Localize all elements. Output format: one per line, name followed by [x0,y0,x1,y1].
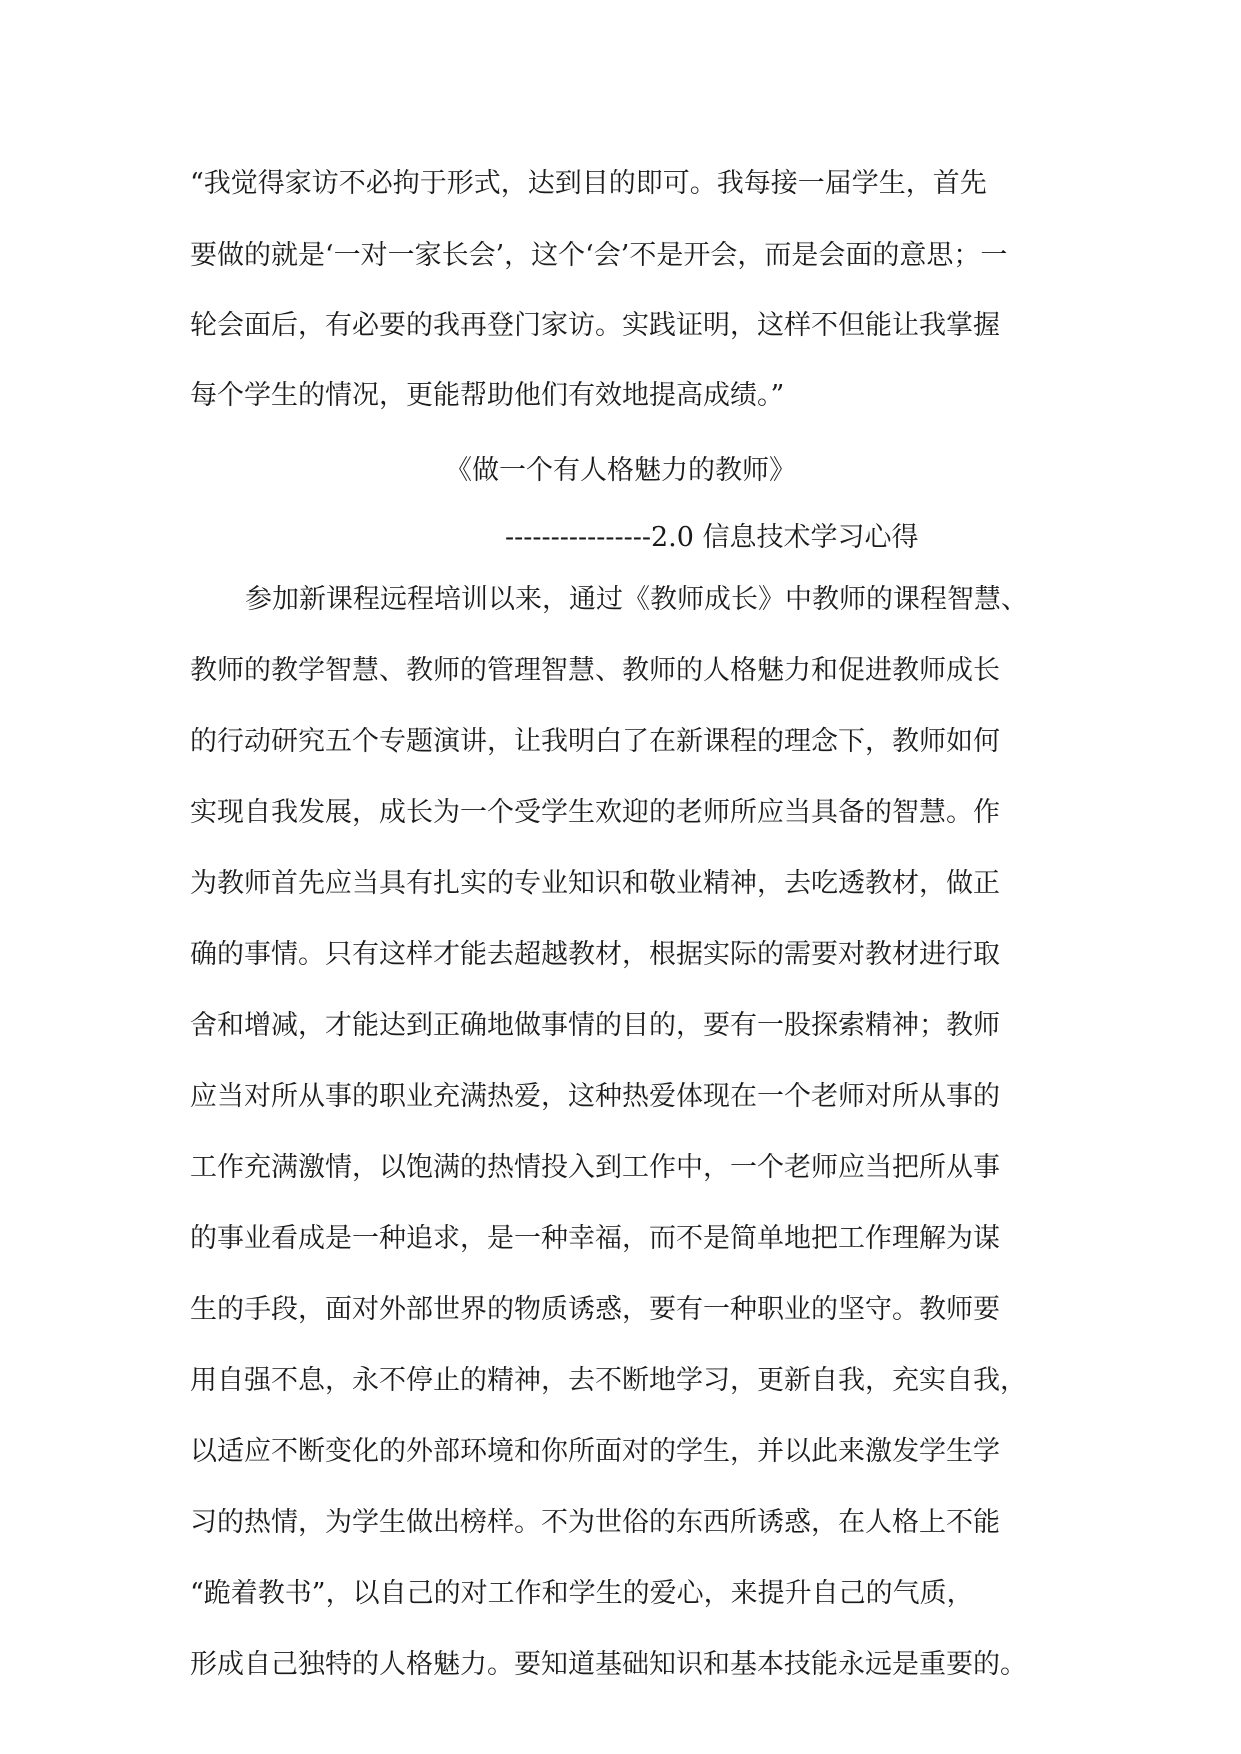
body-line: 习的热情，为学生做出榜样。不为世俗的东西所诱惑，在人格上不能 [190,1507,1000,1538]
body-line: 为教师首先应当具有扎实的专业知识和敬业精神，去吃透教材，做正 [190,868,1000,899]
quote-line: “我觉得家访不必拘于形式，达到目的即可。我每接一届学生，首先 [190,168,987,199]
body-line: 的行动研究五个专题演讲，让我明白了在新课程的理念下，教师如何 [190,726,1000,757]
body-line: 工作充满激情，以饱满的热情投入到工作中，一个老师应当把所从事 [190,1152,1000,1183]
body-line: 用自强不息，永不停止的精神，去不断地学习，更新自我，充实自我， [190,1365,1027,1396]
quote-line: 轮会面后，有必要的我再登门家访。实践证明，这样不但能让我掌握 [190,310,1000,341]
body-line: 确的事情。只有这样才能去超越教材，根据实际的需要对教材进行取 [190,939,1000,970]
body-line: 应当对所从事的职业充满热爱，这种热爱体现在一个老师对所从事的 [190,1081,1000,1112]
body-line: 教师的教学智慧、教师的管理智慧、教师的人格魅力和促进教师成长 [190,655,1000,686]
article-subtitle: ----------------2.0 信息技术学习心得 [505,522,919,553]
body-line: 以适应不断变化的外部环境和你所面对的学生，并以此来激发学生学 [190,1436,1000,1467]
body-line: “跪着教书”，以自己的对工作和学生的爱心，来提升自己的气质， [190,1578,974,1609]
body-line: 生的手段，面对外部世界的物质诱惑，要有一种职业的坚守。教师要 [190,1294,1000,1325]
article-title: 《做一个有人格魅力的教师》 [445,455,796,486]
body-line: 实现自我发展，成长为一个受学生欢迎的老师所应当具备的智慧。作 [190,797,1000,828]
quote-line: 每个学生的情况，更能帮助他们有效地提高成绩。” [190,380,785,411]
body-line: 舍和增减，才能达到正确地做事情的目的，要有一股探索精神；教师 [190,1010,1000,1041]
body-line: 的事业看成是一种追求，是一种幸福，而不是简单地把工作理解为谋 [190,1223,1000,1254]
body-line: 参加新课程远程培训以来，通过《教师成长》中教师的课程智慧、 [245,584,1028,615]
quote-line: 要做的就是‘一对一家长会’，这个‘会’不是开会，而是会面的意思；一 [190,240,1008,271]
body-line: 形成自己独特的人格魅力。要知道基础知识和基本技能永远是重要的。 [190,1649,1027,1680]
